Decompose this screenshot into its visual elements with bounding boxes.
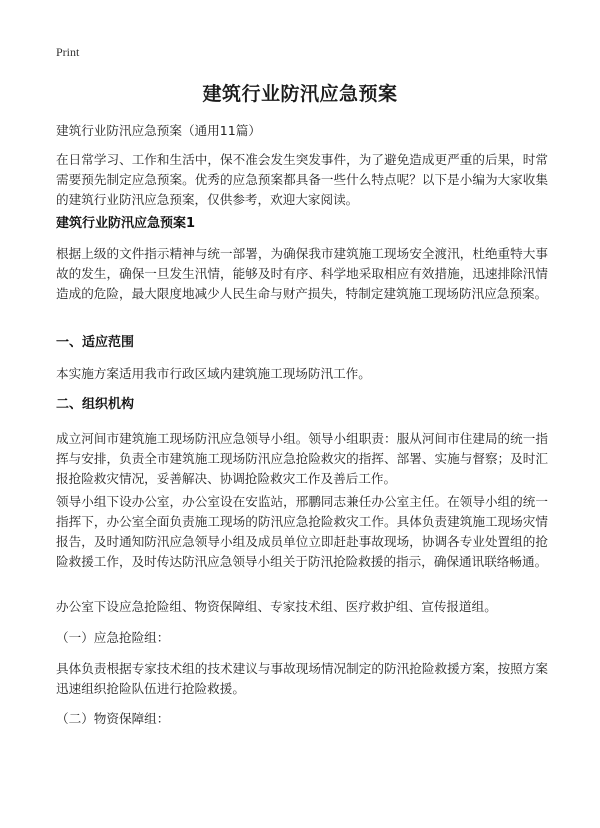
- organization-heading: 二、组织机构: [56, 397, 135, 412]
- document-title: 建筑行业防汛应急预案: [202, 83, 398, 105]
- document-subtitle: 建筑行业防汛应急预案（通用11篇）: [56, 123, 261, 138]
- intro-paragraph: 在日常学习、工作和生活中，保不准会发生突发事件，为了避免造成更严重的后果，时常需要预先制定应急预案。优秀的应急预案都具备一些什么特点呢？以下是小编为大家收集的建筑行业防汛应急预案，仅供参考，欢迎大家阅读。: [56, 152, 548, 207]
- organization-paragraph-1: 成立河间市建筑施工现场防汛应急领导小组。领导小组职责：服从河间市住建局的统一指挥与安排，负责全市建筑施工现场防汛应急抢险救灾的指挥、部署、实施与督察；及时汇报抢险救灾情况，妥善解决、协调抢险救灾工作及善后工作。: [56, 431, 548, 486]
- organization-paragraph-2: 领导小组下设办公室，办公室设在安监站，邢鹏同志兼任办公室主任。在领导小组的统一指挥下，办公室全面负责施工现场的防汛应急抢险救灾工作。具体负责建筑施工现场灾情报告，及时通知防汛应急领导小组及成员单位立即赶赴事故现场，协调各专业处置组的抢险救援工作，及时传达防汛应急领导小组关于防汛抢险救援的指示，确保通讯联络畅通。: [56, 494, 548, 569]
- section1-paragraph: 根据上级的文件指示精神与统一部署，为确保我市建筑施工现场安全渡汛，杜绝重特大事故的发生，确保一旦发生汛情，能够及时有序、科学地采取相应有效措施，迅速排除汛情造成的危险，最大限度地减少人民生命与财产损失，特制定建筑施工现场防汛应急预案。: [56, 246, 548, 301]
- emergency-rescue-heading: （一）应急抢险组：: [56, 630, 170, 645]
- material-support-heading: （二）物资保障组：: [56, 711, 170, 726]
- print-label: Print: [56, 45, 80, 59]
- organization-paragraph-3: 办公室下设应急抢险组、物资保障组、专家技术组、医疗救护组、宣传报道组。: [56, 599, 497, 614]
- scope-heading: 一、适应范围: [56, 335, 135, 350]
- section-heading-1: 建筑行业防汛应急预案1: [56, 216, 196, 231]
- scope-paragraph: 本实施方案适用我市行政区域内建筑施工现场防汛工作。: [56, 366, 371, 381]
- emergency-rescue-paragraph: 具体负责根据专家技术组的技术建议与事故现场情况制定的防汛抢险救援方案，按照方案迅速组织抢险队伍进行抢险救援。: [56, 661, 548, 696]
